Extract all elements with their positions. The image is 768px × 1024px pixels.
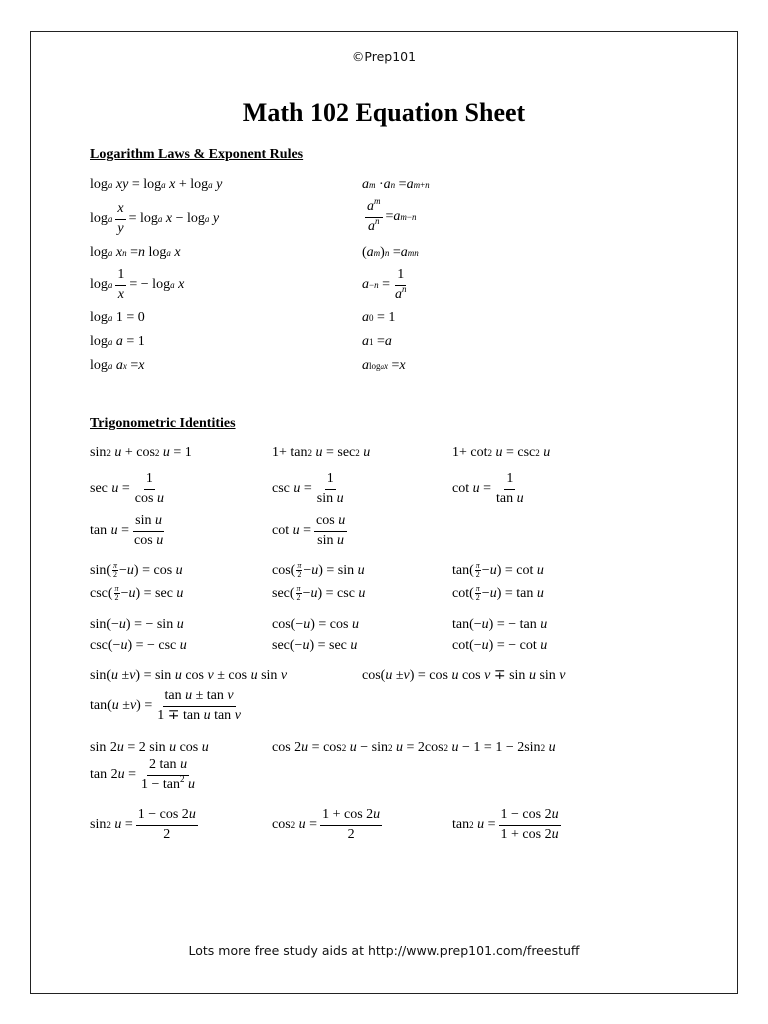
- equation-exp-zero: a 0 = 1: [362, 310, 396, 325]
- equation-reciprocal-sec: sec u = 1 cos u: [90, 471, 164, 506]
- equation-double-tan: tan 2 u = 2 tan u $1 - \tan^2 u$: [90, 757, 196, 792]
- equation-exp-negative: a −n = 1 $a^n$: [362, 267, 407, 302]
- equation-log-power: log a x n = n log a x: [90, 245, 181, 260]
- equation-exp-product: a m · a n = a m+n: [362, 177, 430, 192]
- equation-log-inverse: log a a x = x: [90, 358, 145, 373]
- equation-sum-sin: sin( u ± v ) = sin u cos v ± cos u sin v: [90, 668, 288, 683]
- equation-sheet-page: [30, 31, 738, 994]
- equation-quotient-tan: tan u = sin u cos u: [90, 513, 164, 548]
- copyright-text: ©Prep101: [351, 49, 417, 64]
- equation-cofunction-sec: sec( π 2 − u ) = csc u: [272, 584, 366, 602]
- section-heading-trigonometric: Trigonometric Identities: [90, 416, 236, 431]
- equation-exp-one: a 1 = a: [362, 334, 392, 349]
- equation-cofunction-sin: sin( π 2 − u ) = cos u: [90, 561, 183, 579]
- page-title: Math 102 Equation Sheet: [242, 98, 526, 127]
- equation-cofunction-cos: cos( π 2 − u ) = sin u: [272, 561, 365, 579]
- equation-reciprocal-cot: cot u = 1 tan u: [452, 471, 524, 506]
- equation-power-tan: tan 2 u = 1 − cos 2u 1 + cos 2u: [452, 807, 559, 842]
- equation-evenodd-tan: tan(− u ) = − tan u: [452, 617, 548, 632]
- equation-quotient-cot: cot u = cos u sin u: [272, 513, 346, 548]
- equation-cofunction-csc: csc( π 2 − u ) = sec u: [90, 584, 184, 602]
- equation-double-cos: cos 2 u = cos 2 u − sin 2 u = 2cos 2 u − 1 = 1 − 2sin 2 u: [272, 740, 556, 755]
- equation-log-reciprocal: log a 1 x = − log a x: [90, 267, 185, 302]
- equation-pythagorean-1: sin 2 u + cos 2 u = 1: [90, 445, 192, 460]
- equation-exp-quotient: $a^m$ $a^n$ = a m−n: [367, 196, 417, 234]
- equation-evenodd-cos: cos(− u ) = cos u: [272, 617, 359, 632]
- equation-cofunction-cot: cot( π 2 − u ) = tan u: [452, 584, 544, 602]
- equation-power-sin: sin 2 u = 1 − cos 2u 2: [90, 807, 196, 842]
- equation-pythagorean-3: 1+ cot 2 u = csc 2 u: [452, 445, 551, 460]
- equation-sum-tan: tan( u ± v ) = tan u ± tan v 1 ∓ tan u tan v: [90, 688, 241, 723]
- section-heading-logarithm: Logarithm Laws & Exponent Rules: [90, 147, 304, 162]
- equation-evenodd-sec: sec(− u ) = sec u: [272, 638, 358, 653]
- equation-log-base: log a a = 1: [90, 334, 145, 349]
- equation-evenodd-csc: csc(− u ) = − csc u: [90, 638, 187, 653]
- equation-log-one: log a 1 = 0: [90, 310, 145, 325]
- equation-pythagorean-2: 1+ tan 2 u = sec 2 u: [272, 445, 371, 460]
- equation-evenodd-cot: cot(− u ) = − cot u: [452, 638, 548, 653]
- equation-cofunction-tan: tan( π 2 − u ) = cot u: [452, 561, 544, 579]
- equation-reciprocal-csc: csc u = 1 sin u: [272, 471, 344, 506]
- equation-power-cos: cos 2 u = 1 + cos 2u 2: [272, 807, 381, 842]
- equation-log-product: log a xy = log a x + log a y: [90, 177, 223, 192]
- equation-double-sin: sin 2 u = 2 sin u cos u: [90, 740, 209, 755]
- equation-evenodd-sin: sin(− u ) = − sin u: [90, 617, 184, 632]
- equation-sum-cos: cos( u ± v ) = cos u cos v ∓ sin u sin v: [362, 668, 566, 683]
- equation-exp-log-inverse: a logax = x: [362, 358, 406, 373]
- equation-exp-power: ( a m ) n = a mn: [362, 245, 419, 260]
- footer-study-aids-text: Lots more free study aids at http://www.prep101.com/freestuff: [188, 943, 580, 958]
- equation-log-quotient: log a x y = log a x − log a y: [90, 201, 220, 236]
